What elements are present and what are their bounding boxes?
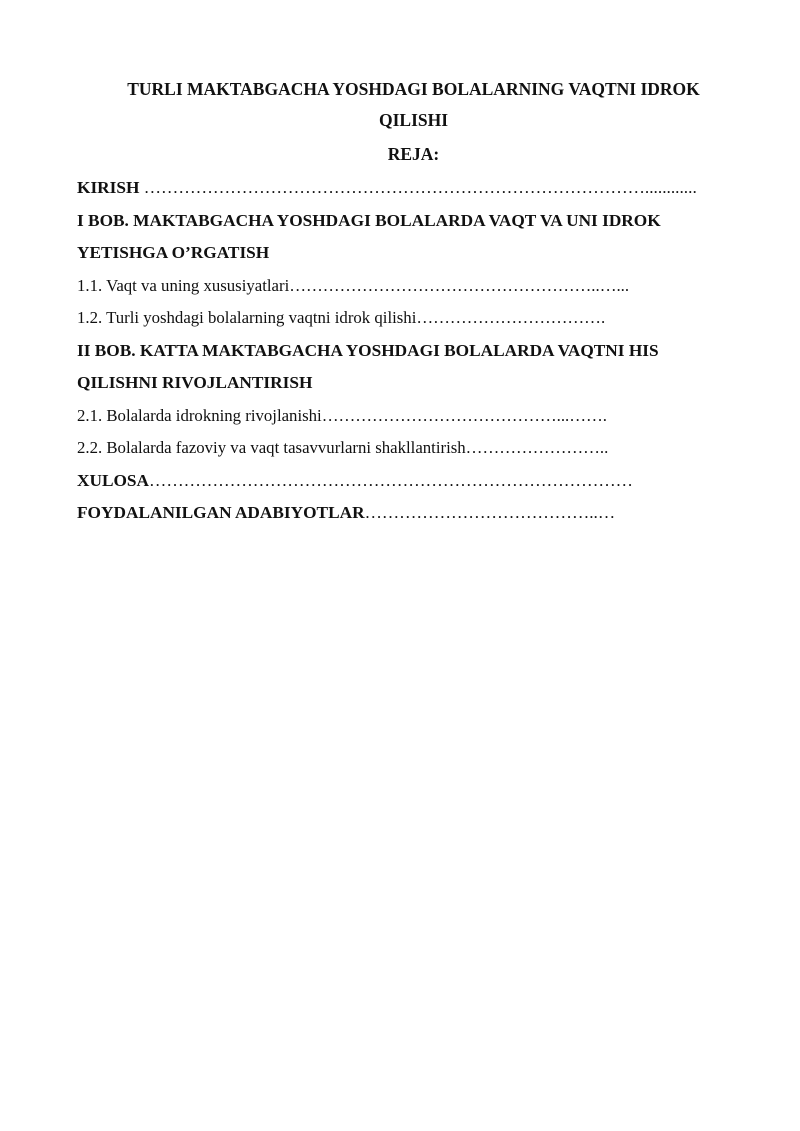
toc-entry-chapter-2-cont [77,367,730,400]
title-line-1: TURLI MAKTABGACHA YOSHDAGI BOLALARNING VAQTNI IDROK [127,79,700,99]
document-title [77,74,730,136]
toc-entry-2-2 [77,432,730,465]
toc-entry-conclusion [77,465,730,498]
toc-entry-1-1 [77,270,730,303]
toc-label: YETISHGA O’RGATISH [77,243,270,262]
plan-heading: REJA: [387,144,440,164]
toc-label: QILISHNI RIVOJLANTIRISH [77,373,313,392]
toc-leader: ………………………………………………..…... [289,275,630,295]
toc-label: I BOB. MAKTABGACHA YOSHDAGI BOLALARDA VAQT VA UNI IDROK [77,210,661,230]
toc-label: II BOB. KATTA MAKTABGACHA YOSHDAGI BOLALARDA VAQTNI HIS [77,340,659,360]
toc-label: 2.2. Bolalarda fazoviy va vaqt tasavvurlarni shakllantirish [77,438,466,457]
toc-entry-1-2 [77,302,730,335]
toc-leader: ……………………………. [416,308,606,327]
toc-label: 1.2. Turli yoshdagi bolalarning vaqtni idrok qilishi [77,308,417,327]
toc-leader: ……………………………………...……. [321,405,607,425]
toc-entry-chapter-2 [77,335,730,368]
toc-label: XULOSA [77,470,150,490]
toc-entry-2-1 [77,400,730,433]
table-of-contents [77,172,730,530]
toc-leader: …………………………………..… [364,503,616,522]
toc-entry-chapter-1 [77,205,730,238]
toc-label: 2.1. Bolalarda idrokning rivojlanishi [77,405,322,425]
toc-entry-references [77,497,730,530]
toc-label: 1.1. Vaqt va uning xususiyatlari [77,275,290,295]
toc-leader: …………………….. [465,438,609,457]
toc-label: KIRISH [77,178,140,197]
toc-label: FOYDALANILGAN ADABIYOTLAR [77,503,365,522]
toc-leader: ……………………………………………………………………………............ [139,178,697,197]
toc-entry-chapter-1-cont [77,237,730,270]
title-line-2: QILISHI [378,110,449,130]
toc-leader: ………………………………………………………………………… [149,470,633,490]
toc-entry-intro [77,172,730,205]
